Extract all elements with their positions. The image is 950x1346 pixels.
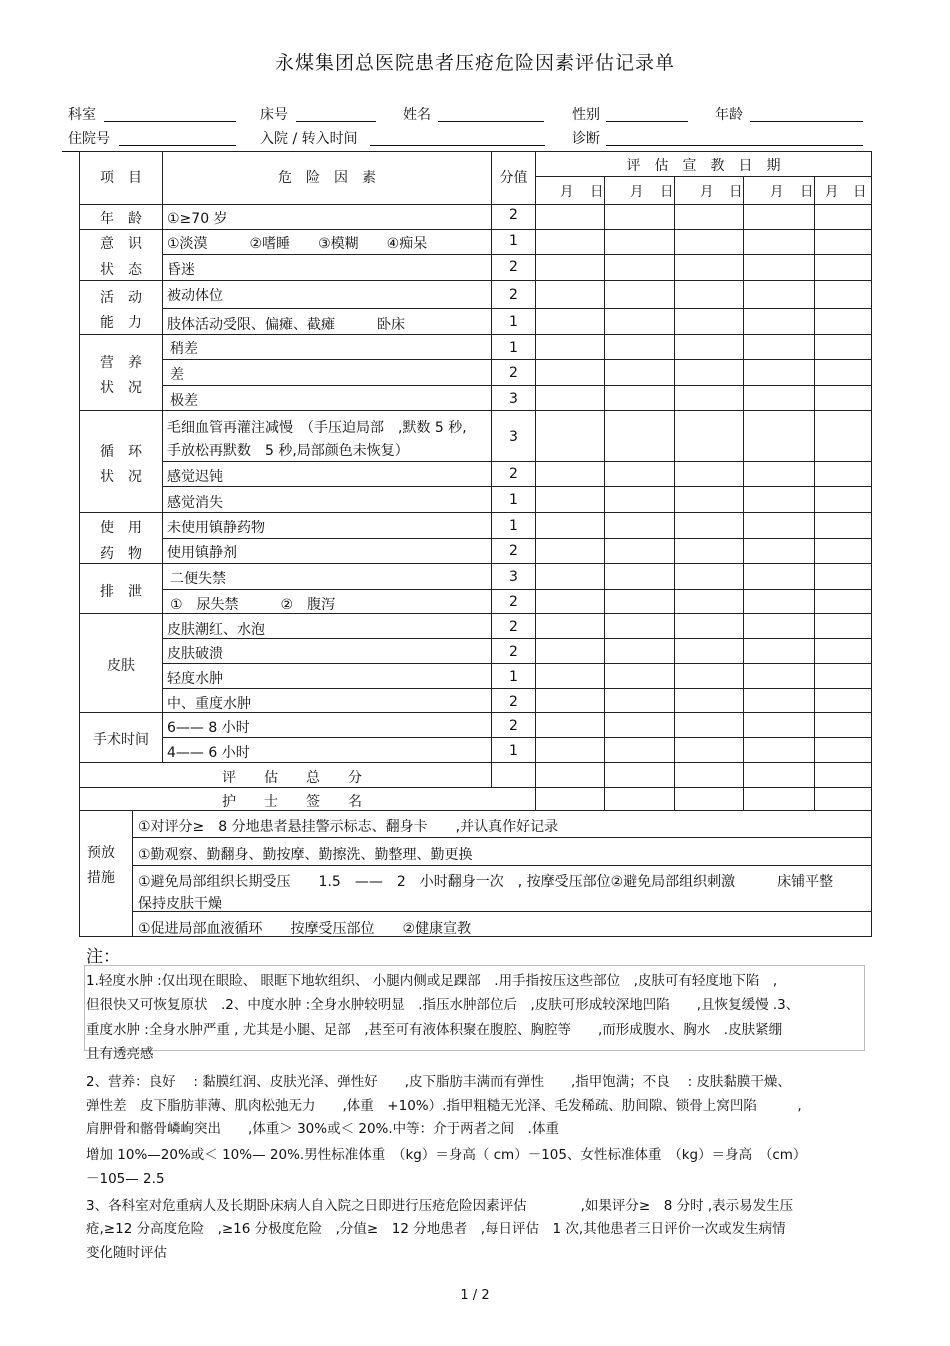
admit-time-field[interactable] [370,145,545,146]
col-dates-header: 评 估 宣 教 日 期 [626,158,781,174]
group-consciousness: 意 识 [100,236,142,252]
note-line: 弹性差 皮下脂肪菲薄、肌肉松弛无力 ,体重 +10%）.指甲粗糙无光泽、毛发稀疏、肋间隙、锁骨上窝凹陷 , [86,1098,802,1114]
prevention-label: 预放 [87,845,115,861]
factor-text: 肢体活动受限、偏瘫、截瘫 卧床 [167,317,405,333]
day-label: 日 [729,184,743,200]
admission-no-field[interactable] [119,145,236,146]
factor-text: 皮肤潮红、水泡 [167,622,265,638]
header-rule [62,151,80,152]
group-skin: 皮肤 [107,658,135,674]
score-value: 1 [509,669,518,685]
sex-label: 性别 [572,107,600,123]
score-value: 2 [509,365,518,381]
factor-text: 昏迷 [167,262,195,278]
name-label: 姓名 [403,107,431,123]
score-value: 1 [509,743,518,759]
score-value: 2 [509,466,518,482]
factor-text: 轻度水肿 [167,671,223,687]
score-value: 1 [509,233,518,249]
name-field[interactable] [438,121,544,122]
dept-field[interactable] [104,121,236,122]
group-medication-2: 药 物 [100,546,142,562]
score-value: 1 [509,314,518,330]
factor-text: ①≥70 岁 [167,211,228,227]
score-value: 2 [509,619,518,635]
factor-text: ①淡漠 ②嗜睡 ③模糊 ④痴呆 [167,236,428,252]
score-value: 2 [509,543,518,559]
factor-text: 差 [170,367,184,383]
prevention-label-2: 措施 [87,870,115,886]
prevention-item-cont: 保持皮肤干燥 [138,896,222,912]
bed-label: 床号 [260,107,288,123]
admit-time-label: 入院 / 转入时间 [260,131,358,147]
group-circulation-2: 状 况 [100,469,142,485]
month-label: 月 [825,184,839,200]
group-surgery-time: 手术时间 [93,732,149,748]
factor-text: 极差 [170,393,198,409]
note-line: 1.轻度水肿 :仅出现在眼睑、 眼眶下地软组织、 小腿内侧或足踝部 .用手指按压这些部位 ,皮肤可有轻度地下陷 , [86,973,778,989]
score-value: 2 [509,694,518,710]
factor-text: 6—— 8 小时 [167,720,250,736]
group-activity-2: 能 力 [100,315,142,331]
col-item-header: 项 目 [100,170,142,186]
nurse-signature-label: 护 士 签 名 [222,794,362,810]
note-line: －105— 2.5 [86,1171,165,1187]
factor-text: 皮肤破溃 [167,646,223,662]
score-value: 1 [509,492,518,508]
dept-label: 科室 [68,107,96,123]
age-field[interactable] [750,121,863,122]
note-line: 肩胛骨和髂骨嶙峋突出 ,体重＞ 30%或＜ 20%.中等：介于两者之间 .体重 [86,1121,559,1137]
factor-text: 未使用镇静药物 [167,520,265,536]
note-line: 重度水肿 :全身水肿严重 , 尤其是小腿、足部 ,甚至可有液体积聚在腹腔、胸腔等 ,而形成腹水、胸水 .皮肤紧绷 [86,1022,783,1038]
factor-text: 毛细血管再灌注减慢 （手压迫局部 ,默数 5 秒, [167,420,467,436]
factor-text: 感觉迟钝 [167,469,223,485]
factor-text: ① 尿失禁 ② 腹泻 [170,597,336,613]
note-line: 但很快又可恢复原状 .2、中度水肿 :全身水肿较明显 .指压水肿部位后 ,皮肤可形成较深地凹陷 ,且恢复缓慢 .3、 [86,997,800,1013]
score-value: 3 [509,429,518,445]
notes-heading: 注： [86,947,120,967]
day-label: 日 [660,184,674,200]
score-value: 1 [509,518,518,534]
admission-no-label: 住院号 [68,131,110,147]
score-value: 2 [509,718,518,734]
group-nutrition: 营 养 [100,355,142,371]
group-excretion: 排 泄 [100,584,142,600]
score-value: 2 [509,287,518,303]
score-value: 2 [509,207,518,223]
score-value: 2 [509,644,518,660]
note-line: 且有透亮感 [86,1046,154,1062]
sex-field[interactable] [606,121,688,122]
factor-text: 被动体位 [167,288,223,304]
factor-text: 中、重度水肿 [167,696,251,712]
bed-field[interactable] [296,121,376,122]
score-value: 3 [509,391,518,407]
month-label: 月 [700,184,714,200]
prevention-item: ①促进局部血液循环 按摩受压部位 ②健康宣教 [138,921,472,937]
note-line: 3、各科室对危重病人及长期卧床病人自入院之日即进行压疮危险因素评估 ,如果评分≥ 8 分时 ,表示易发生压 [86,1198,794,1214]
page-title: 永煤集团总医院患者压疮危险因素评估记录单 [274,52,675,74]
group-circulation: 循 环 [100,444,142,460]
score-value: 1 [509,340,518,356]
day-label: 日 [800,184,814,200]
note-line: 2、营养：良好 : 黏膜红润、皮肤光泽、弹性好 ,皮下脂肪丰满而有弹性 ,指甲饱满；不良 : 皮肤黏膜干燥、 [86,1074,791,1090]
group-activity: 活 动 [100,290,142,306]
score-value: 2 [509,594,518,610]
score-value: 2 [509,259,518,275]
note-line: 变化随时评估 [86,1245,167,1261]
group-medication: 使 用 [100,520,142,536]
score-value: 3 [509,569,518,585]
group-nutrition-2: 状 况 [100,380,142,396]
diagnosis-field[interactable] [606,145,863,146]
day-label: 日 [590,184,604,200]
col-score-header: 分值 [499,170,528,186]
group-consciousness-2: 状 态 [100,262,142,278]
total-score-label: 评 估 总 分 [222,770,362,786]
page-number: 1 / 2 [460,1288,490,1303]
age-label: 年龄 [715,107,743,123]
col-risk-header: 危 险 因 素 [278,170,376,186]
factor-text: 稍差 [170,341,198,357]
factor-text: 二便失禁 [170,571,226,587]
note-line: 疮,≥12 分高度危险 ,≥16 分极度危险 ,分值≥ 12 分地患者 ,每日评估 1 次,其他患者三日评价一次或发生病情 [86,1221,786,1237]
factor-text: 4—— 6 小时 [167,745,250,761]
day-label: 日 [853,184,867,200]
note-line: 增加 10%—20%或＜ 10%— 20%.男性标准体重 （kg）＝身高（ cm）－105、女性标准体重 （kg）＝身高 （cm） [86,1147,807,1163]
prevention-item: ①勤观察、勤翻身、勤按摩、勤擦洗、勤整理、勤更换 [138,847,473,863]
prevention-item: ①避免局部组织长期受压 1.5 —— 2 小时翻身一次 , 按摩受压部位②避免局部组织刺激 床铺平整 [138,874,834,890]
month-label: 月 [630,184,644,200]
prevention-item: ①对评分≥ 8 分地患者悬挂警示标志、翻身卡 ,并认真作好记录 [138,819,559,835]
month-label: 月 [560,184,574,200]
factor-text-cont: 手放松再默数 5 秒,局部颜色未恢复） [167,443,409,459]
diagnosis-label: 诊断 [572,131,600,147]
group-age: 年 龄 [100,211,142,227]
factor-text: 使用镇静剂 [167,545,237,561]
factor-text: 感觉消失 [167,495,223,511]
month-label: 月 [770,184,784,200]
